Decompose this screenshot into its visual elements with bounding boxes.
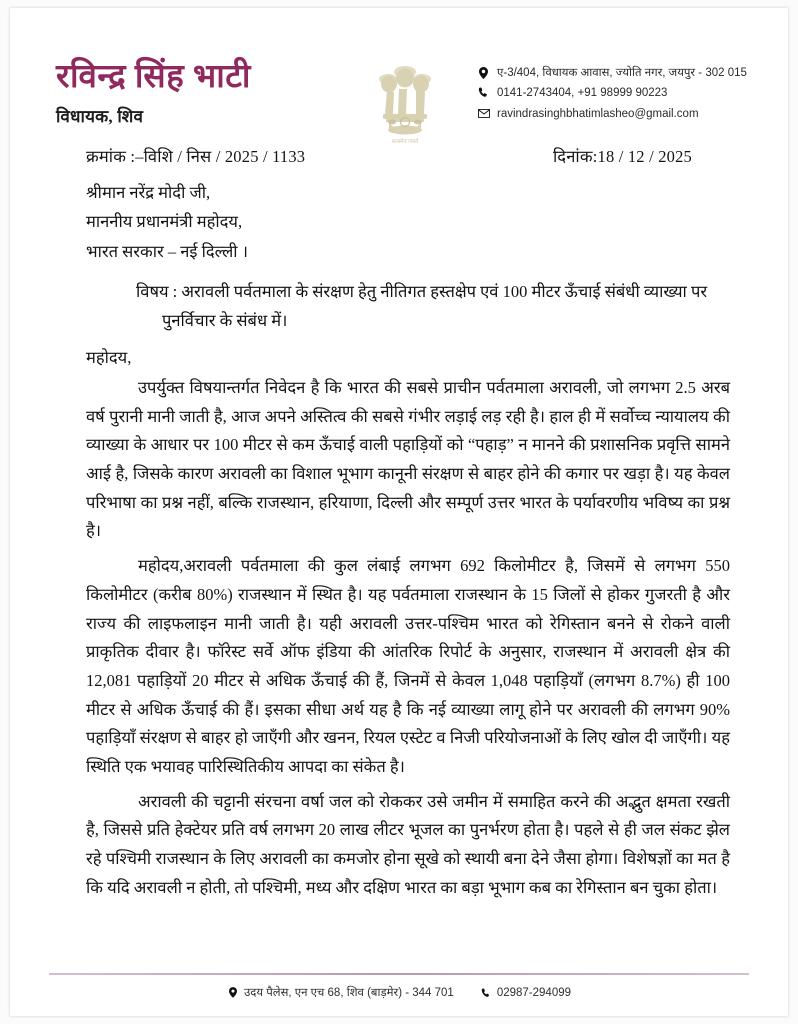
contact-address-text: ए-3/404, विधायक आवास, ज्योति नगर, जयपुर - 302 015 <box>497 67 747 79</box>
body-paragraph-2: महोदय,अरावली पर्वतमाला की कुल लंबाई लगभग 692 किलोमीटर है, जिसमें से लगभग 550 किलोमीटर (करीब 80%) राजस्थान में स्थित है। यह पर्वतमाला राजस्थान के 15 जिलों से होकर गुजरती है और राज्य की लाइफलाइन मानी जाती है। यही अरावली उत्तर-पश्चिम भारत को रेगिस्तान बनने से रोकने वाली प्राकृतिक दीवार है। फॉरेस्ट सर्वे ऑफ इंडिया की आंतरिक रिपोर्ट के अनुसार, राजस्थान में अरावली क्षेत्र की 12,081 पहाड़ियों 20 मीटर से अधिक ऊँचाई की हैं, जिनमें से केवल 1,048 पहाड़ियाँ (लगभग 8.7%) ही 100 मीटर से अधिक ऊँचाई की हैं। इसका सीधा अर्थ यह है कि नई व्याख्या लागू होने पर अरावली की लगभग 90% पहाड़ियाँ संरक्षण से बाहर हो जाएँगी और खनन, रियल एस्टेट व निजी परियोजनाओं के लिए खोल दी जाएँगी। यह स्थिति एक भयावह पारिस्थितिकीय आपदा का संकेत है। <box>86 556 730 777</box>
addressee-line-1: श्रीमान नरेंद्र मोदी जी, <box>86 183 211 202</box>
footer-divider <box>49 973 749 975</box>
ashoka-emblem-icon <box>363 58 447 146</box>
letter-meta-row <box>86 144 730 167</box>
body-paragraph-3: अरावली की चट्टानी संरचना वर्षा जल को रोककर उसे जमीन में समाहित करने की अद्भुत क्षमता रखती है, जिससे प्रति हेक्टेयर प्रति वर्ष लगभग 20 लाख लीटर भूजल का पुनर्भरण होता है। पहले से ही जल संकट झेल रहे पश्चिमी राजस्थान के लिए अरावली का कमजोर होना सूखे को स्थायी बना देने जैसा होगा। विशेषज्ञों का मत है कि यदि अरावली न होती, तो पश्चिमी, मध्य और दक्षिण भारत का बड़ा भूभाग कब का रेगिस्तान बन चुका होता। <box>86 791 730 897</box>
brand-block <box>56 60 346 127</box>
letter-footer <box>10 973 788 1000</box>
salutation: महोदय, <box>86 347 132 367</box>
location-pin-icon <box>476 66 491 79</box>
contact-email-text: ravindrasinghbhatimlasheo@gmail.com <box>497 107 699 120</box>
addressee-line-2: माननीय प्रधानमंत्री महोदय, <box>86 212 243 232</box>
contact-block <box>476 66 776 127</box>
footer-address-text: उदय पैलेस, एन एच 68, शिव (बाड़मेर) - 344 701 <box>243 987 454 999</box>
letter-body <box>10 144 788 909</box>
addressee-line-3: भारत सरकार – नई दिल्ली । <box>86 241 248 261</box>
contact-phone-text: 0141-2743404, +91 98999 90223 <box>497 87 668 100</box>
addressee-block <box>86 179 730 266</box>
phone-icon <box>476 86 491 99</box>
mla-name: रविन्द्र सिंह भाटी <box>56 59 251 95</box>
contact-address-row <box>476 66 776 80</box>
svg-text:सत्यमेव जयते: सत्यमेव जयते <box>391 139 419 145</box>
letter-date: दिनांक:18 / 12 / 2025 <box>553 147 692 166</box>
footer-content <box>10 985 788 1000</box>
contact-phone-row <box>476 86 776 100</box>
footer-address-item <box>227 985 454 1000</box>
letter-sheet <box>10 8 788 1016</box>
letterhead <box>10 8 788 145</box>
subject-line-1: विषय : अरावली पर्वतमाला के संरक्षण हेतु नीतिगत हस्तक्षेप एवं 100 मीटर ऊँचाई संबंधी व्याख्या पर <box>136 282 708 302</box>
location-pin-icon <box>227 987 239 999</box>
body-paragraph-1: उपर्युक्त विषयान्तर्गत निवेदन है कि भारत की सबसे प्राचीन पर्वतमाला अरावली, जो लगभग 2.5 अरब वर्ष पुरानी मानी जाती है, आज अपने अस्तित्व की सबसे गंभीर लड़ाई लड़ रही है। हाल ही में सर्वोच्च न्यायालय की व्याख्या के आधार पर 100 मीटर से कम ऊँचाई वाली पहाड़ियों को “पहाड़” न मानने की प्रशासनिक प्रवृत्ति सामने आई है, जिसके कारण अरावली का विशाल भूभाग कानूनी संरक्षण से बाहर होने की कगार पर खड़ा है। यह केवल परिभाषा का प्रश्न नहीं, बल्कि राजस्थान, हरियाणा, दिल्ली और सम्पूर्ण उत्तर भारत के पर्यावरणीय भविष्य का प्रश्न है। <box>86 377 730 541</box>
mla-designation: विधायक, शिव <box>56 106 144 126</box>
envelope-icon <box>476 107 491 120</box>
footer-phone-item <box>480 987 571 999</box>
contact-email-row <box>476 107 776 121</box>
phone-icon <box>480 987 492 999</box>
subject-line-2: पुनर्विचार के संबंध में। <box>162 310 288 330</box>
reference-number: क्रमांक :–विशि / निस / 2025 / 1133 <box>86 147 306 166</box>
subject-block <box>86 278 730 335</box>
footer-phone-text: 02987-294099 <box>496 986 572 999</box>
